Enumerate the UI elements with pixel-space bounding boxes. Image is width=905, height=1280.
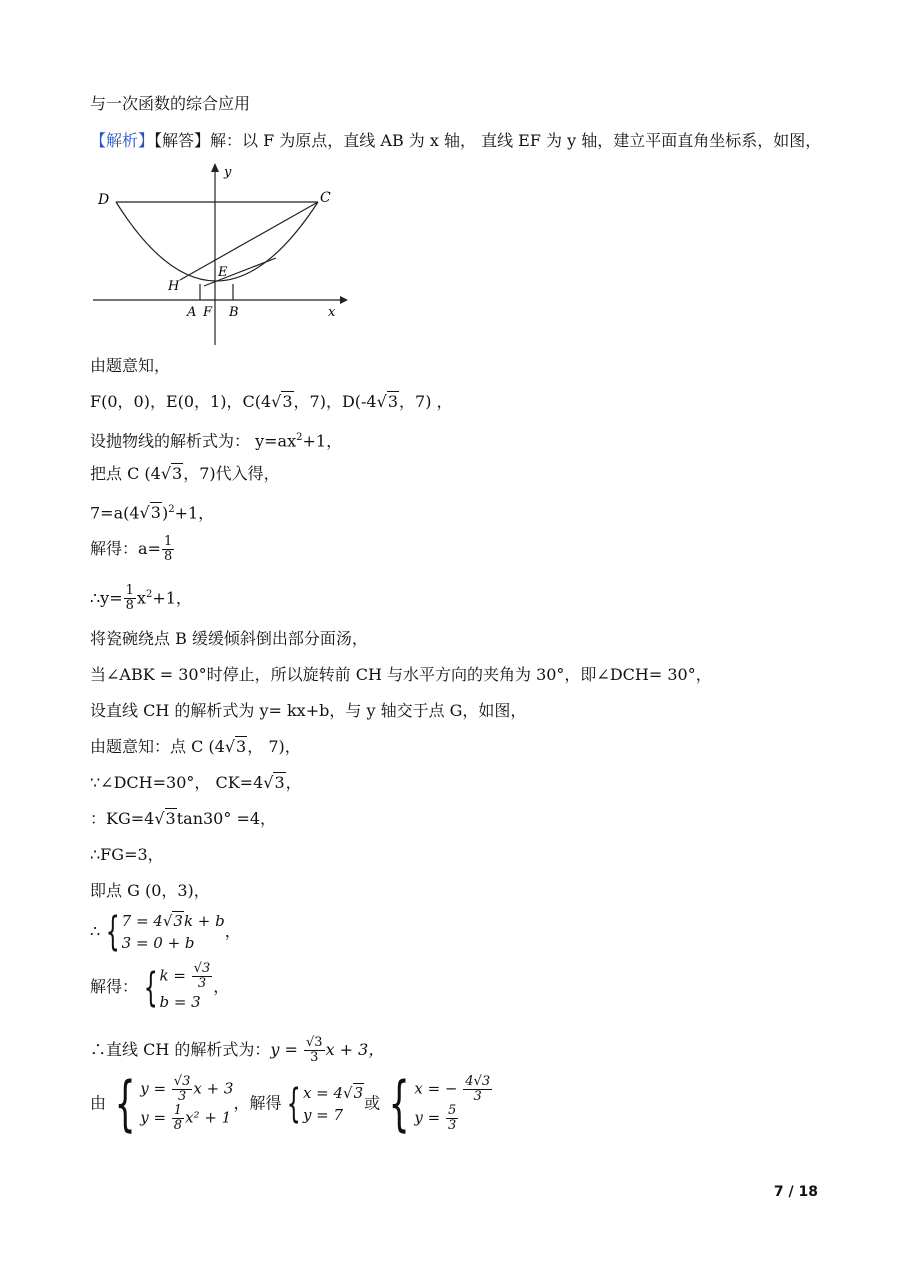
page-number: 7 / 18 xyxy=(773,1184,818,1200)
line-15: 即点 G (0，3)， xyxy=(90,881,210,900)
intro-text: 解：以 F 为原点，直线 AB 为 x 轴， 直线 EF 为 y 轴，建立平面直角坐标系，如图， xyxy=(210,131,822,150)
line-2: F(0，0)，E(0，1)，C(4√3，7)，D(-4√3，7) ， xyxy=(90,392,453,411)
parabola-bowl-figure xyxy=(88,160,358,350)
analysis-tag: 【解析】 xyxy=(90,131,155,150)
label-y: y xyxy=(224,165,232,180)
intro-line xyxy=(90,130,821,152)
label-B: B xyxy=(229,305,239,320)
line-7: ∴y= $\frac{1}{8}$ $x^2+1$， xyxy=(90,583,192,614)
label-F: F xyxy=(203,305,213,320)
line-6: 解得：a= $\frac{1}{8}$ xyxy=(90,534,173,564)
line-14: ∴FG=3， xyxy=(90,845,164,864)
y-axis-arrow xyxy=(211,163,219,172)
line-8: 将瓷碗绕点 B 缓缓倾斜倒出部分面汤， xyxy=(90,629,368,648)
line-16-system: ∴ { 7 = 4√3k + b 3 = 0 + b ， xyxy=(90,909,241,955)
line-1: 由题意知， xyxy=(90,356,171,375)
x-axis-arrow xyxy=(340,296,348,304)
line-4: 把点 C (4√3，7)代入得， xyxy=(90,464,280,483)
label-A: A xyxy=(187,305,197,320)
label-x: x xyxy=(328,305,336,320)
topic-line: 与一次函数的综合应用 xyxy=(90,94,251,113)
line-9: 当∠ABK = 30°时停止，所以旋转前 CH 与水平方向的夹角为 30°，即∠DCH= 30°， xyxy=(90,665,712,684)
line-13: ：KG=4√3tan30° =4， xyxy=(90,809,277,828)
line-17-solution: 解得： { k = $\frac{√3}{3}$ b = 3 ， xyxy=(90,961,230,1011)
label-D: D xyxy=(98,192,110,208)
label-E: E xyxy=(218,265,228,280)
line-18: ∴直线 CH 的解析式为：y = $\frac{√3}{3}$ x + 3， xyxy=(90,1035,385,1065)
line-11: 由题意知：点 C (4√3， 7)， xyxy=(90,737,301,756)
label-H: H xyxy=(168,279,180,294)
line-3: 设抛物线的解析式为： $y=ax^2+1$， xyxy=(90,431,343,451)
line-19-final-system: 由 { y = $\frac{√3}{3}$ x + 3 y = $\frac{1}{8}$ x² + 1 ，解得 { x = 4√3 y = 7 或 { x = − $\frac{4√3}{3}$ y = $\frac{5}{3}$ xyxy=(90,1069,491,1139)
answer-tag: 【解答】 xyxy=(154,131,211,150)
parabola-curve xyxy=(116,202,318,281)
line-5: $7=a(4√3)^2+1$， xyxy=(90,503,215,523)
label-C: C xyxy=(320,190,331,206)
line-12: ∵∠DCH=30°， CK=4√3， xyxy=(90,773,302,792)
line-10: 设直线 CH 的解析式为 y= kx+b，与 y 轴交于点 G，如图， xyxy=(90,701,527,720)
